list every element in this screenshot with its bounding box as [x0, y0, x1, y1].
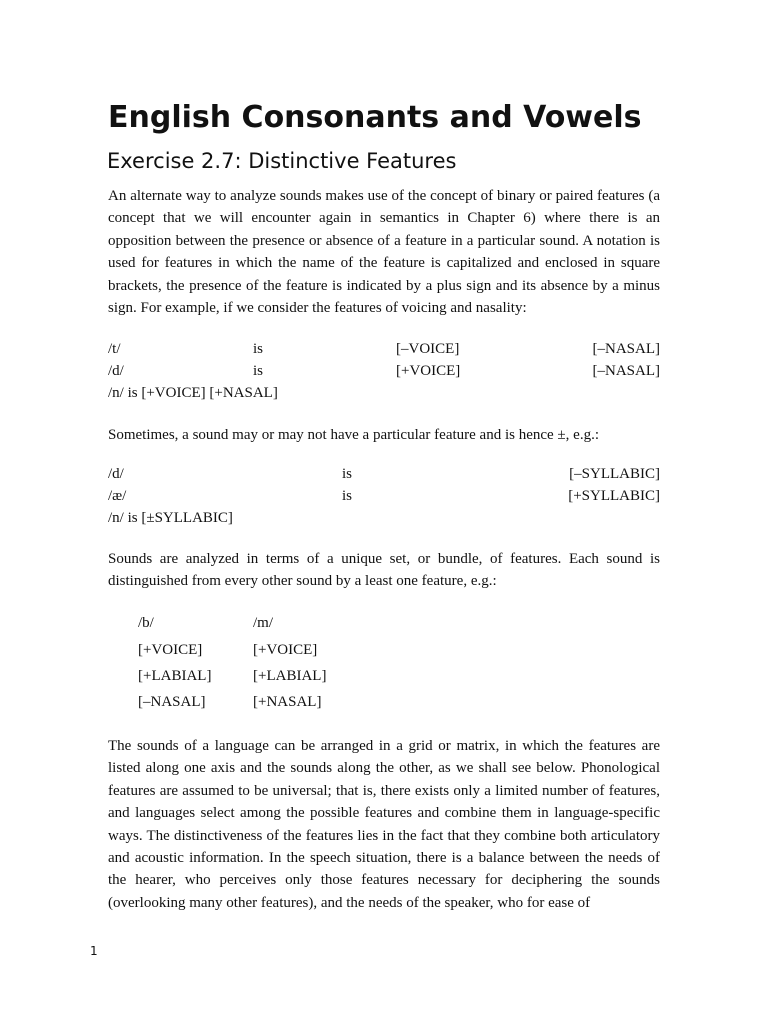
page-number: 1: [90, 944, 98, 958]
page-title: English Consonants and Vowels: [108, 100, 642, 135]
syllabic-feature: [–SYLLABIC]: [569, 466, 660, 482]
sometimes-paragraph: Sometimes, a sound may or may not have a particular feature and is hence ±, e.g.:: [108, 427, 599, 443]
bundle-row-labial: [138, 665, 438, 687]
bundle-cell: [+VOICE]: [253, 642, 318, 658]
bundle-cell: [+LABIAL]: [253, 668, 327, 684]
example-is: is: [253, 363, 264, 379]
example-voice-feature: [–VOICE]: [396, 341, 460, 357]
syllabic-row-d: [108, 463, 660, 485]
syllabic-row-ae: [108, 485, 660, 507]
example-is: is: [253, 341, 264, 357]
syllabic-is: is: [342, 466, 353, 482]
example-row-t: [108, 338, 660, 360]
bundle-row-nasal: [138, 691, 438, 713]
bundle-cell: [–NASAL]: [138, 694, 206, 710]
bundle-header: /b/: [138, 615, 154, 631]
example-sound: /t/: [108, 341, 121, 357]
bundle-header: /m/: [253, 615, 274, 631]
example-n-inline: /n/ is [+VOICE] [+NASAL]: [108, 385, 278, 401]
example-voice-feature: [+VOICE]: [396, 363, 461, 379]
bundle-cell: [+VOICE]: [138, 642, 203, 658]
example-nasal-feature: [–NASAL]: [592, 341, 660, 357]
bundle-cell: [+NASAL]: [253, 694, 322, 710]
bundles-paragraph: Sounds are analyzed in terms of a unique set, or bundle, of features. Each sound is distinguished from every other sound by a least one feature, e.g.:: [108, 551, 660, 590]
bundle-row-voice: [138, 639, 438, 661]
example-nasal-feature: [–NASAL]: [592, 363, 660, 379]
syllabic-sound: /æ/: [108, 488, 127, 504]
exercise-heading: Exercise 2.7: Distinctive Features: [107, 149, 457, 173]
matrix-paragraph: The sounds of a language can be arranged in a grid or matrix, in which the features are listed along one axis and the sounds along the other, as we shall see below. Phonological features are assumed to be universal; that is, there exists only a limited number of features, and languages select among the possible features and combine them in language-specific ways. The distinctiveness of the features lies in the fact that they combine both articulatory and acoustic information. In the speech situation, there is a balance between the needs of the hearer, who perceives only those features necessary for deciphering the sounds (overlooking many other features), and the needs of the speaker, who for ease of: [108, 738, 660, 911]
bundle-cell: [+LABIAL]: [138, 668, 212, 684]
intro-paragraph: An alternate way to analyze sounds makes use of the concept of binary or paired features (a concept that we will encounter again in semantics in Chapter 6) where there is an opposition between the presence or absence of a feature in a particular sound. A notation is used for features in which the name of the feature is capitalized and enclosed in square brackets, the presence of the feature is indicated by a plus sign and its absence by a minus sign. For example, if we consider the features of voicing and nasality:: [108, 188, 660, 317]
syllabic-feature: [+SYLLABIC]: [568, 488, 660, 504]
syllabic-sound: /d/: [108, 466, 124, 482]
bundle-header-row: [138, 612, 438, 634]
syllabic-n-inline: /n/ is [±SYLLABIC]: [108, 510, 233, 526]
example-sound: /d/: [108, 363, 124, 379]
syllabic-is: is: [342, 488, 353, 504]
example-row-d: [108, 360, 660, 382]
